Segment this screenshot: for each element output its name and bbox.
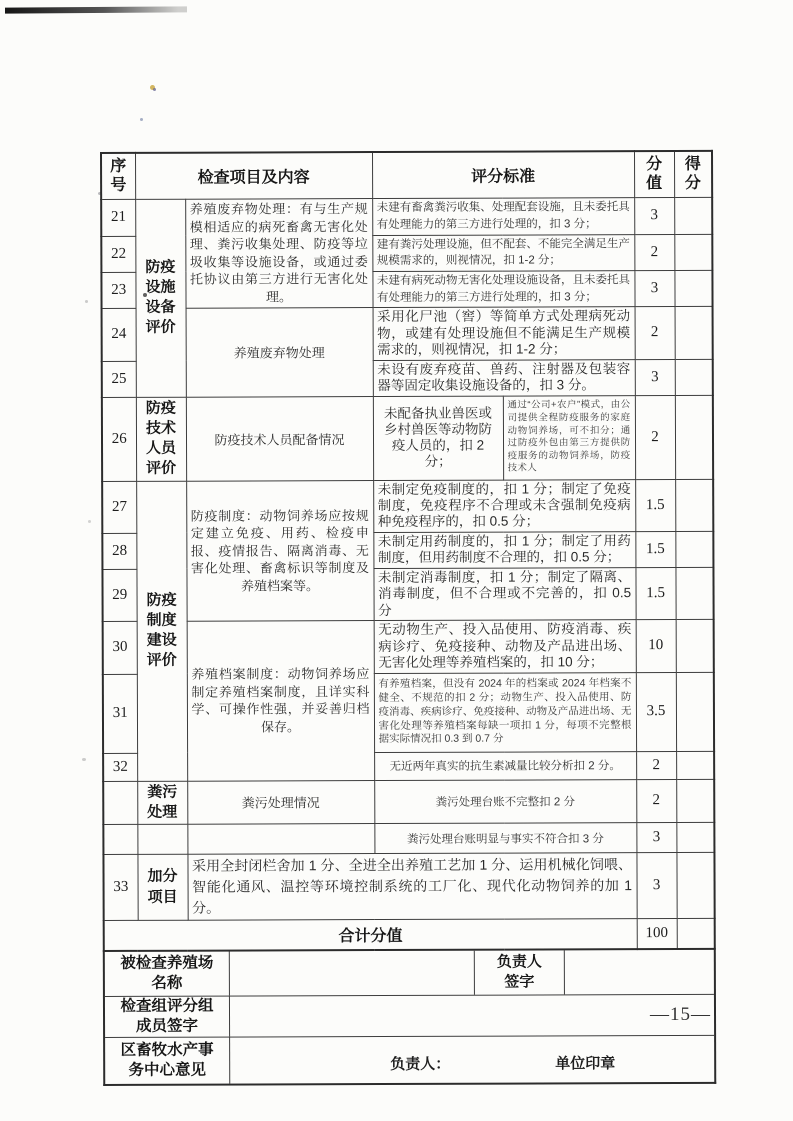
row-27-score-cell	[675, 479, 713, 532]
farm-name-label: 被检查养殖场名称	[105, 951, 230, 995]
row-29-number: 29	[102, 569, 136, 622]
row-25-number: 25	[102, 361, 136, 397]
row-29-criteria: 未制定消毒制度，扣 1 分；制定了隔离、消毒制度，但不合理或不完善的，扣 0.5 分	[373, 568, 635, 621]
row-21-criteria: 未建有畜禽粪污收集、处理配套设施，且未委托具有处理能力的第三方进行处理的，扣 3 分；	[372, 197, 634, 235]
manure-row-b-number	[103, 825, 137, 855]
total-row	[104, 919, 715, 951]
table-row	[102, 479, 713, 534]
category-bonus: 加分项目	[137, 854, 187, 920]
row-29-points: 1.5	[635, 567, 675, 620]
header-points: 分值	[634, 151, 674, 197]
desc-archive: 养殖档案制度：动物饲养场应制定养殖档案制度，且详实科学、可操作性强，并妥善归档保存。	[187, 621, 375, 781]
table-header-row	[101, 151, 712, 199]
row-30-number: 30	[103, 622, 137, 675]
manure-row-a-number	[103, 781, 137, 825]
row-25-criteria: 未设有废弃疫苗、兽药、注射器及包装容器等固定收集设施设备的，扣 3 分。	[373, 359, 635, 396]
row-32-number: 32	[103, 753, 137, 781]
row-26-note: 通过“公司+农户”模式，由公司提供全程防疫服务的家庭动物饲养场，可不扣分；通过防疫外包由第三方提供防疫服务的动物饲养场，防疫技术人	[503, 395, 635, 479]
table-row	[103, 779, 714, 825]
table-row	[101, 197, 712, 236]
row-22-criteria: 建有粪污处理设施，但不配套、不能完全满足生产规模需求的，则视情况，扣 1-2 分；	[372, 234, 634, 271]
row-27-criteria: 未制定免疫制度的，扣 1 分；制定了免疫制度，免疫程序不合理或未含强制免疫病种免疫程序的，扣 0.5 分；	[373, 479, 635, 532]
row-24-points: 2	[635, 307, 675, 360]
manure-row-b-category-empty	[137, 824, 187, 854]
scan-speck	[153, 88, 156, 91]
manure-row-b-points: 3	[636, 823, 676, 853]
table-row	[103, 823, 714, 855]
row-21-score-cell	[674, 197, 712, 234]
header-no: 序号	[101, 153, 135, 199]
row-23-criteria: 未建有病死动物无害化处理设施设备，且未委托具有处理能力的第三方进行处理的，扣 3 分；	[372, 270, 634, 307]
category-facility: 防疫设施设备评价	[135, 199, 186, 397]
row-23-number: 23	[101, 272, 135, 308]
manure-row-a-score-cell	[676, 779, 714, 823]
row-21-number: 21	[101, 199, 135, 236]
row-33-points: 3	[636, 853, 676, 919]
scan-speck	[85, 300, 88, 303]
row-33-criteria: 采用全封闭栏舍加 1 分、全进全出养殖工艺加 1 分、运用机械化饲喂、智能化通风、温控等环境控制系统的工厂化、现代化动物饲养的加 1 分。	[187, 853, 636, 921]
inspector-sign-row	[105, 995, 714, 1038]
row-22-number: 22	[101, 236, 135, 272]
total-points: 100	[637, 919, 677, 949]
row-26-points: 2	[635, 395, 675, 479]
scan-speck	[82, 758, 86, 761]
scan-speck	[88, 520, 91, 523]
table-row	[102, 307, 713, 362]
row-31-points: 3.5	[636, 672, 676, 751]
signature-block	[103, 950, 716, 1086]
desc-system-rules: 防疫制度：动物饲养场应按规定建立免疫、用药、检疫申报、疫情报告、隔离消毒、无害化处理、畜禽标识等制度及养殖档案等。	[186, 480, 374, 621]
row-31-score-cell	[676, 672, 714, 751]
row-30-points: 10	[636, 620, 676, 673]
row-28-number: 28	[102, 533, 136, 569]
center-opinion-row	[105, 1036, 714, 1084]
row-30-criteria: 无动物生产、投入品使用、防疫消毒、疾病诊疗、免疫接种、动物及产品进出场、无害化处理等养殖档案的，扣 10 分；	[374, 620, 636, 673]
responsible-label: 负责人：	[390, 1055, 451, 1073]
responsible-sign-label: 负责人签字	[496, 953, 542, 991]
row-24-number: 24	[102, 309, 136, 362]
row-26-number: 26	[102, 397, 136, 481]
page-number: —15—	[650, 1004, 711, 1025]
row-29-score-cell	[675, 567, 713, 620]
row-25-score-cell	[675, 359, 713, 395]
row-22-points: 2	[634, 234, 674, 270]
row-26-criteria: 未配备执业兽医或乡村兽医等动物防疫人员的，扣 2 分；	[373, 396, 503, 480]
scanned-form	[100, 150, 716, 1086]
inspector-sign-label: 检查组评分组成员签字	[105, 996, 230, 1036]
row-28-score-cell	[675, 531, 713, 567]
row-22-score-cell	[674, 234, 712, 270]
table-row	[103, 853, 714, 921]
center-opinion-content	[230, 1036, 714, 1084]
desc-waste-short: 养殖废弃物处理	[186, 308, 373, 397]
row-27-number: 27	[102, 481, 136, 534]
header-item: 检查项目及内容	[135, 152, 372, 199]
manure-row-b-desc-empty	[187, 824, 374, 855]
category-staff: 防疫技术人员评价	[136, 397, 186, 481]
total-score-cell	[677, 919, 715, 949]
row-28-criteria: 未制定用药制度的，扣 1 分；制定了用药制度，但用药制度不合理的，扣 0.5 分；	[373, 532, 635, 569]
category-system: 防疫制度建设评价	[136, 481, 187, 781]
row-31-number: 31	[103, 674, 137, 753]
table-row	[103, 620, 714, 675]
total-label: 合计分值	[104, 919, 637, 951]
row-30-score-cell	[676, 620, 714, 673]
row-24-score-cell	[675, 307, 713, 360]
manure-row-a-points: 2	[636, 779, 676, 823]
header-score: 得分	[674, 151, 712, 197]
responsible-sign-label-cell	[475, 950, 565, 994]
row-21-points: 3	[634, 197, 674, 234]
row-33-number: 33	[103, 855, 137, 921]
row-32-criteria: 无近两年真实的抗生素减量比较分析扣 2 分。	[374, 751, 636, 780]
center-opinion-label: 区畜牧水产事务中心意见	[105, 1037, 230, 1083]
row-28-points: 1.5	[635, 531, 675, 567]
responsible-sign-blank	[565, 950, 714, 995]
desc-waste-full: 养殖废弃物处理：有与生产规模相适应的病死畜禽无害化处理、粪污收集处理、防疫等垃圾收集等设施设备，或通过委托协议由第三方进行无害化处理。	[185, 198, 372, 308]
row-25-points: 3	[635, 359, 675, 395]
row-32-points: 2	[636, 751, 676, 779]
manure-row-b-criteria: 粪污处理台账明显与事实不符合扣 3 分	[374, 823, 636, 854]
scan-artifact-bar	[5, 6, 187, 13]
desc-staff-cfg: 防疫技术人员配备情况	[186, 396, 373, 481]
row-23-score-cell	[674, 270, 712, 306]
farm-name-row	[105, 950, 714, 997]
table-row	[102, 395, 713, 481]
inspector-sign-blank	[230, 995, 714, 1037]
row-33-score-cell	[676, 853, 714, 919]
row-27-points: 1.5	[635, 479, 675, 532]
row-23-points: 3	[634, 270, 674, 306]
row-26-score-cell	[675, 395, 713, 479]
scan-speck	[140, 118, 143, 121]
manure-row-a-criteria: 粪污处理台账不完整扣 2 分	[374, 779, 636, 823]
row-31-criteria: 有养殖档案，但没有 2024 年的档案或 2024 年档案不健全、不规范的扣 2 分；动物生产、投入品使用、防疫消毒、疾病诊疗、免疫接种、动物及产品进出场、无害化处理等养殖档案每缺一项扣 1 分，每项不完整根据实际情况扣 0.3 到 0.7 分	[374, 672, 636, 752]
seal-label: 单位印章	[555, 1054, 616, 1073]
desc-manure-status: 粪污处理情况	[187, 780, 374, 824]
farm-name-blank	[230, 950, 475, 995]
row-32-score-cell	[676, 751, 714, 779]
header-criteria: 评分标准	[372, 151, 634, 198]
inspection-score-table	[100, 150, 716, 952]
row-24-criteria: 采用化尸池（窖）等简单方式处理病死动物，或建有处理设施但不能满足生产规模需求的，则视情况，扣 1-2 分；	[373, 307, 635, 360]
manure-row-b-score-cell	[676, 823, 714, 853]
category-manure: 粪污处理	[137, 781, 187, 825]
